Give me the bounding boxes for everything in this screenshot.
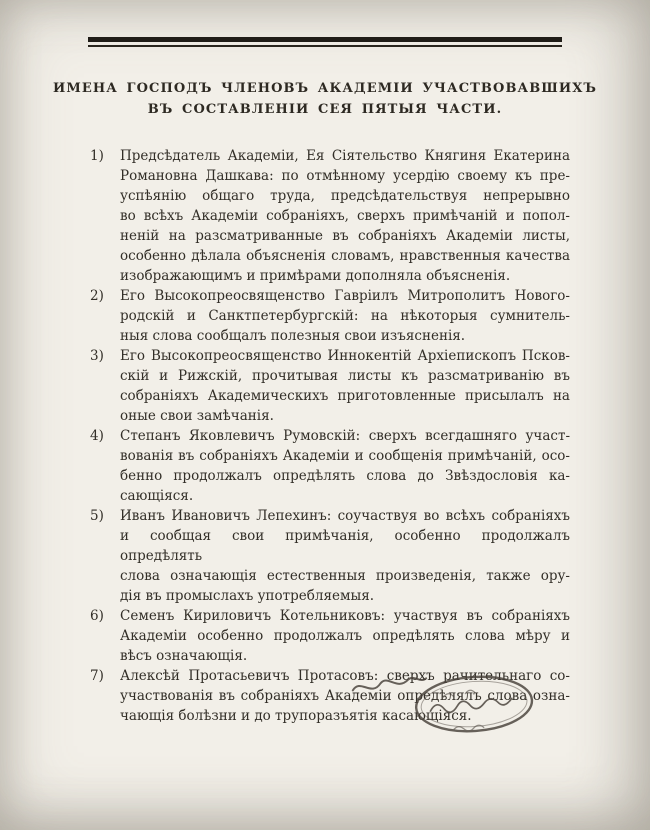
item-text: Его Высокопреосвященство Иннокентій Архіепископъ Псков- скій и Рижскій, прочитывая листы къ разсматриванію въ собраніяхъ Академическихъ приготовленные присылалъ на оные свои замѣчанія. (120, 348, 570, 424)
item-number: 7) (90, 668, 104, 684)
item-number: 4) (90, 428, 104, 444)
list-item (90, 506, 570, 606)
list-item (90, 666, 570, 726)
list-item (90, 426, 570, 506)
item-number: 2) (90, 288, 104, 304)
item-number: 6) (90, 608, 104, 624)
item-text: Алексѣй Протасьевичъ Протасовъ: сверхъ рачительнаго со- участвованія въ собраніяхъ Академіи опредѣлялъ слова озна- чающія болѣзни и до трупоразъятія касающіяся. (120, 668, 570, 724)
title-line-2: ВЪ СОСТАВЛЕНІИ СЕЯ ПЯТЫЯ ЧАСТИ. (147, 102, 503, 117)
members-list (90, 146, 570, 726)
list-item (90, 346, 570, 426)
list-item (90, 606, 570, 666)
header-rule (88, 37, 562, 47)
item-text: Семенъ Кириловичъ Котельниковъ: участвуя въ собраніяхъ Академіи особенно продолжалъ опредѣлять слова мѣру и вѣсъ означающія. (120, 608, 570, 664)
item-text: Степанъ Яковлевичъ Румовскій: сверхъ всегдашняго участ- вованія въ собраніяхъ Академіи и сообщенія примѣчаній, осо- бенно продолжалъ опредѣлять слова до Звѣздословія ка- сающіяся. (120, 428, 570, 504)
item-text: Предсѣдатель Академіи, Ея Сіятельство Княгиня Екатерина Романовна Дашкава: по отмѣнному усердію своему къ пре- успѣянію общаго труда, предсѣдательствуя непрерывно во всѣхъ Академіи собраніяхъ, сверхъ примѣчаній и попол- неній на разсматриванные въ собраніяхъ Академіи листы, особенно дѣлала объясненія словамъ, нравственныя качества изображающимъ и примѣрами дополняла объясненія. (120, 148, 570, 284)
list-item (90, 286, 570, 346)
item-number: 3) (90, 348, 104, 364)
list-item (90, 146, 570, 286)
item-number: 1) (90, 148, 104, 164)
item-text: Его Высокопреосвященство Гавріилъ Митрополитъ Нового- родскій и Санктпетербургскій: на нѣкоторыя сумнитель- ныя слова сообщалъ полезныя свои изъясненія. (120, 288, 570, 344)
title-line-1: ИМЕНА ГОСПОДЪ ЧЛЕНОВЪ АКАДЕМІИ УЧАСТВОВАВШИХЪ (52, 81, 598, 96)
page-title (0, 78, 650, 120)
item-number: 5) (90, 508, 104, 524)
item-text: Иванъ Ивановичъ Лепехинъ: соучаствуя во всѣхъ собраніяхъ и сообщая свои примѣчанія, особенно продолжалъ опредѣлять слова означающія естественныя произведенія, также ору- дія въ промыслахъ употребляемыя. (120, 508, 570, 604)
